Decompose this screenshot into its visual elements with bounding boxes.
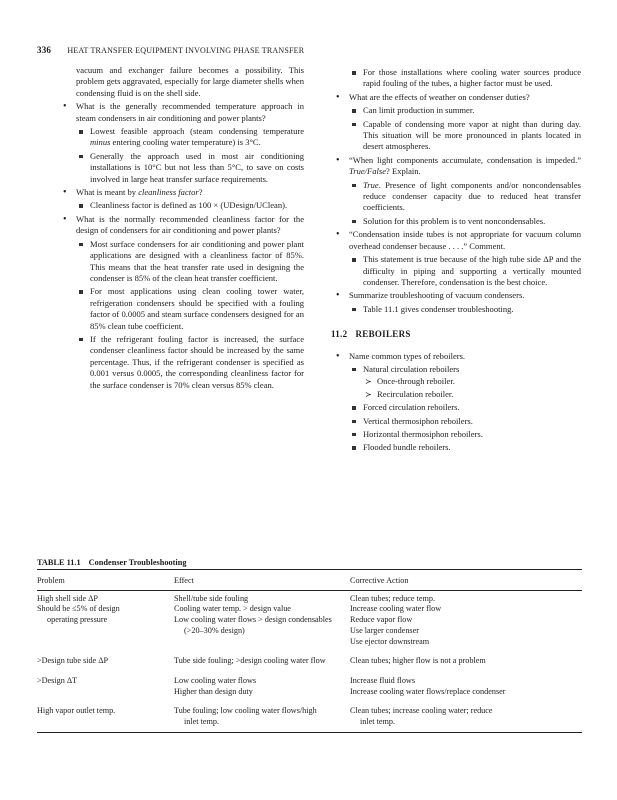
table-row [37,687,582,698]
question-light-components: • “When light components accumulate, condensation is impeded.” True/False? Explain. [331,155,581,178]
table-row [37,615,582,626]
answer-horizontal-thermosiphon: Horizontal thermosiphon reboilers. [331,429,581,440]
table-cell [37,687,174,698]
table-cell: operating pressure [47,615,108,625]
answer-rapid-fouling: For those installations where cooling water sources produce rapid fouling of the tubes, a higher factor must be used. [331,67,581,90]
question-cleanliness: • What is meant by cleanliness factor? [58,187,304,198]
table-cell: Increase fluid flows [350,675,416,685]
table-cell: >Design ΔT [37,675,78,685]
table-title [37,558,186,567]
table-cell: Use ejector downstream [350,636,430,646]
table-row [37,591,582,605]
section-heading: 11.2 REBOILERS [331,329,411,340]
continuation-text: vacuum and exchanger failure becomes a possibility. This problem gets aggravated, especially for large diameter shells when condensing fluid is on the shell side. [76,65,304,98]
table-row [37,604,582,615]
table-cell [37,626,174,637]
table-row [37,626,582,637]
header-problem: Problem [37,576,65,585]
answer-table-ref: Table 11.1 gives condenser troubleshooting. [331,304,581,315]
table-cell [174,637,350,648]
right-column [331,65,581,455]
table-cell: Higher than design duty [174,686,253,696]
table-cell: Low cooling water flows > design condensables [174,615,332,625]
answer-vertical-thermosiphon: Vertical thermosiphon reboilers. [331,416,581,427]
table-row [37,703,582,717]
table-cell [37,637,174,648]
running-title: HEAT TRANSFER EQUIPMENT INVOLVING PHASE TRANSFER [67,46,305,55]
page-number: 336 [37,45,52,55]
table-cell: Increase cooling water flows/replace condenser [350,686,506,696]
answer-general-approach: Generally the approach used in most air conditioning installations is 10°C but not less than 5°C, to save on costs involved in large heat transfer surface requirements. [58,151,304,185]
table-caption: Condenser Troubleshooting [88,558,187,567]
sub-once-through: ≻ Once-through reboiler. [331,376,581,387]
table-cell: Reduce vapor flow [350,615,413,625]
answer-lowest-approach: Lowest feasible approach (steam condensing temperature minus entering cooling water temperature) is 3°C. [58,126,304,149]
question-recommended-factor: • What is the normally recommended cleanliness factor for the design of condensers for air conditioning and power plants? [58,214,304,237]
table-bottom-rule [37,732,582,733]
header-corrective-action: Corrective Action [350,576,409,585]
question-summarize: • Summarize troubleshooting of vacuum condensers. [331,290,581,301]
question-approach: • What is the generally recommended temperature approach in steam condensers in air conditioning and power plants? [58,101,304,124]
table-cell: Low cooling water flows [174,675,257,685]
answer-forced-circulation: Forced circulation reboilers. [331,402,581,413]
answer-flooded-bundle: Flooded bundle reboilers. [331,442,581,453]
answer-cleanliness-definition: Cleanliness factor is defined as 100 × (UDesign/UClean). [58,200,304,211]
table-cell: Should be ≤5% of design [37,604,120,614]
table-cell: Tube fouling; low cooling water flows/high [174,706,317,716]
question-reboiler-types: • Name common types of reboilers. [331,351,581,362]
answer-summer: Can limit production in summer. [331,105,581,116]
answer-tube-side-dp: This statement is true because of the high tube side ΔP and the difficulty in piping and supporting a vertically mounted condenser. Therefore, condensation is the best choice. [331,254,581,288]
table-cell: Clean tubes; reduce temp. [350,593,436,603]
table-cell: inlet temp. [360,717,396,727]
table-cell [37,717,174,728]
table-cell: >Design tube side ΔP [37,656,109,666]
table-cell: High vapor outlet temp. [37,706,116,716]
table-label: TABLE 11.1 [37,558,81,567]
table-row [37,717,582,728]
table-row [37,653,582,667]
table-cell: inlet temp. [184,717,220,727]
table-cell: Tube side fouling; >design cooling water flow [174,656,326,666]
table-row [37,637,582,648]
sub-recirculation: ≻ Recirculation reboiler. [331,389,581,400]
answer-night: Capable of condensing more vapor at night than during day. This situation will be more pronounced in plants located in desert atmospheres. [331,119,581,153]
question-inside-tubes: • “Condensation inside tubes is not appropriate for vacuum column overhead condenser because . . . .” Comment. [331,229,581,252]
question-weather: • What are the effects of weather on condenser duties? [331,92,581,103]
running-header [37,45,304,55]
table-cell: High shell side ΔP [37,593,98,603]
answer-vent: Solution for this problem is to vent noncondensables. [331,216,581,227]
table-cell: Use larger condenser [350,625,419,635]
answer-fouling-factor: For most applications using clean cooling tower water, refrigeration condensers should be specified with a fouling factor of 0.0005 and steam surface condensers designed for an 85% clean tube coefficient. [58,286,304,332]
table-cell: Clean tubes; increase cooling water; reduce [350,706,493,716]
troubleshooting-table [37,569,582,733]
answer-natural-circulation: Natural circulation reboilers [331,364,581,375]
table-cell: Cooling water temp. > design value [174,604,291,614]
answer-true: True. Presence of light components and/or noncondensables reduce condenser capacity due to reduced heat transfer coefficients. [331,180,581,214]
table-row [37,673,582,687]
header-effect: Effect [174,576,194,585]
answer-85-percent: Most surface condensers for air conditioning and power plant applications are designed with a cleanliness factor of 85%. This means that the heat transfer rate used in designing the condenser is 85% of the clean heat transfer coefficient. [58,239,304,285]
table-cell: Increase cooling water flow [350,604,442,614]
left-column [58,65,304,392]
table-header-row [37,570,582,590]
table-cell: (>20–30% design) [184,625,245,635]
table-cell: Clean tubes; higher flow is not a problem [350,656,486,666]
table-cell: Shell/tube side fouling [174,593,249,603]
answer-refrigerant-fouling: If the refrigerant fouling factor is increased, the surface condenser cleanliness factor should be increased by the same percentage. Thus, if the refrigerant condenser is specified as 0.001 versus 0.0005, the corresponding cleanliness factor for the surface condenser is 70% clean versus 85% clean. [58,334,304,391]
